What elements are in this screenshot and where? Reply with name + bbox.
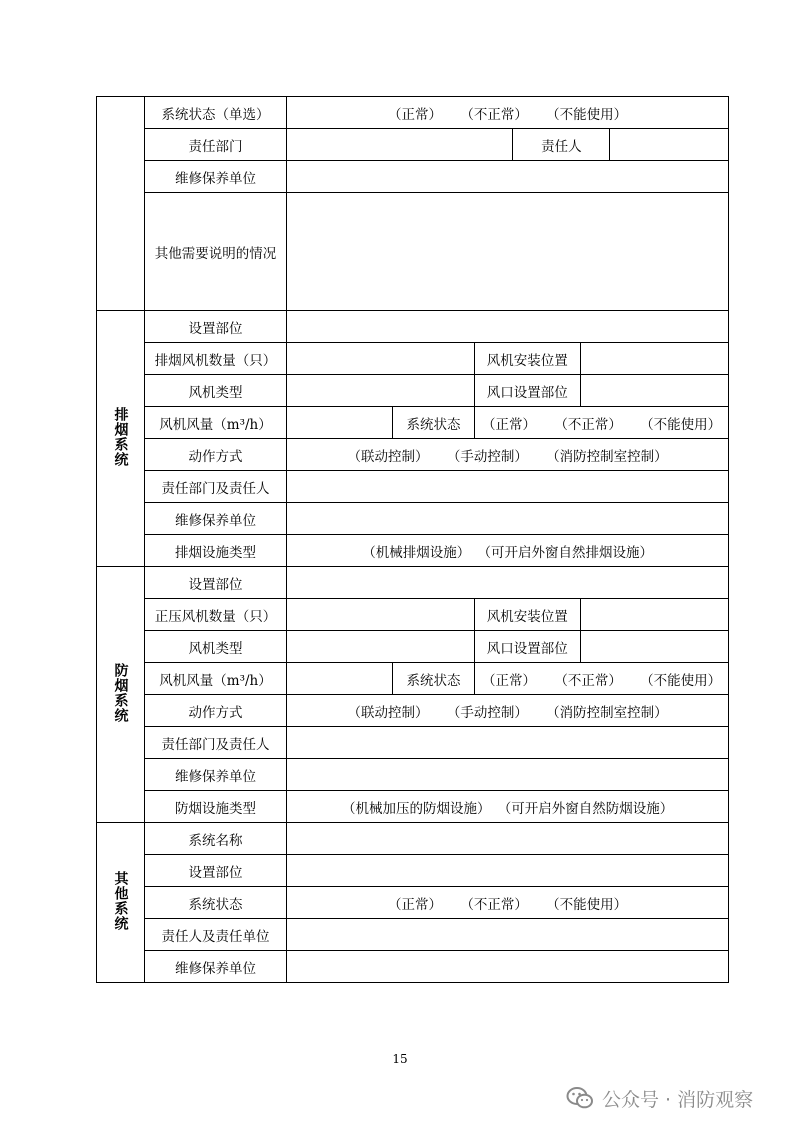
dept-person-field[interactable] <box>287 471 729 503</box>
option-normal[interactable]: （正常） <box>388 106 443 123</box>
option-normal[interactable]: （正常） <box>482 416 537 433</box>
option-control-room[interactable]: （消防控制室控制） <box>546 704 668 721</box>
maint-label: 维修保养单位 <box>145 161 287 193</box>
option-unusable[interactable]: （不能使用） <box>546 896 628 913</box>
location-field[interactable] <box>287 855 729 887</box>
option-abnormal[interactable]: （不正常） <box>460 896 528 913</box>
dept-person-field[interactable] <box>287 727 729 759</box>
location-field[interactable] <box>287 311 729 343</box>
facility-type-options <box>287 791 729 823</box>
other-notes-field[interactable] <box>287 193 729 311</box>
fan-install-label: 风机安装位置 <box>475 343 581 375</box>
fan-type-label: 风机类型 <box>145 375 287 407</box>
dept-person-label: 责任部门及责任人 <box>145 727 287 759</box>
action-options <box>287 439 729 471</box>
status-label: 系统状态 <box>393 663 475 695</box>
facility-type-label: 防烟设施类型 <box>145 791 287 823</box>
location-label: 设置部位 <box>145 311 287 343</box>
dept-label: 责任部门 <box>145 129 287 161</box>
fan-install-field[interactable] <box>580 343 729 375</box>
maint-label: 维修保养单位 <box>145 951 287 983</box>
option-abnormal[interactable]: （不正常） <box>554 672 622 689</box>
option-manual[interactable]: （手动控制） <box>446 704 528 721</box>
action-label: 动作方式 <box>145 695 287 727</box>
option-normal[interactable]: （正常） <box>482 672 537 689</box>
option-mechanical[interactable]: （机械加压的防烟设施） <box>341 800 491 817</box>
option-natural[interactable]: （可开启外窗自然排烟设施） <box>484 544 653 561</box>
fan-volume-field[interactable] <box>287 407 393 439</box>
action-label: 动作方式 <box>145 439 287 471</box>
section-title: 其他系统 <box>112 870 129 931</box>
person-field[interactable] <box>610 129 729 161</box>
option-linked[interactable]: （联动控制） <box>347 448 429 465</box>
vent-location-label: 风口设置部位 <box>475 375 581 407</box>
location-label: 设置部位 <box>145 567 287 599</box>
status-label: 系统状态 <box>393 407 475 439</box>
maint-field[interactable] <box>287 759 729 791</box>
watermark <box>566 1085 753 1111</box>
maint-label: 维修保养单位 <box>145 759 287 791</box>
fan-install-field[interactable] <box>580 599 729 631</box>
action-options <box>287 695 729 727</box>
fan-volume-label: 风机风量（m³/h） <box>145 407 287 439</box>
person-label: 责任人 <box>513 129 610 161</box>
dept-person-label: 责任部门及责任人 <box>145 471 287 503</box>
option-mechanical[interactable]: （机械排烟设施） <box>362 544 471 561</box>
person-unit-label: 责任人及责任单位 <box>145 919 287 951</box>
watermark-text: 公众号 · 消防观察 <box>602 1088 754 1111</box>
person-unit-field[interactable] <box>287 919 729 951</box>
wechat-icon <box>566 1086 594 1110</box>
status-options <box>287 97 729 129</box>
section-exhaust <box>97 311 145 567</box>
fan-count-field[interactable] <box>287 599 475 631</box>
status-label: 系统状态（单选） <box>145 97 287 129</box>
facility-type-label: 排烟设施类型 <box>145 535 287 567</box>
section-title: 防烟系统 <box>112 662 129 723</box>
fan-type-field[interactable] <box>287 375 475 407</box>
maint-field[interactable] <box>287 503 729 535</box>
fan-count-label: 正压风机数量（只） <box>145 599 287 631</box>
option-linked[interactable]: （联动控制） <box>347 704 429 721</box>
other-notes-label: 其他需要说明的情况 <box>145 193 287 311</box>
status-options <box>287 887 729 919</box>
option-unusable[interactable]: （不能使用） <box>546 106 628 123</box>
fan-count-field[interactable] <box>287 343 475 375</box>
section-cell-top <box>97 97 145 311</box>
facility-type-options <box>287 535 729 567</box>
status-options <box>475 407 729 439</box>
vent-location-label: 风口设置部位 <box>475 631 581 663</box>
option-control-room[interactable]: （消防控制室控制） <box>546 448 668 465</box>
location-label: 设置部位 <box>145 855 287 887</box>
section-pressurization <box>97 567 145 823</box>
option-normal[interactable]: （正常） <box>388 896 443 913</box>
dept-field[interactable] <box>287 129 513 161</box>
name-label: 系统名称 <box>145 823 287 855</box>
maint-field[interactable] <box>287 161 729 193</box>
section-other <box>97 823 145 983</box>
status-label: 系统状态 <box>145 887 287 919</box>
option-unusable[interactable]: （不能使用） <box>640 416 722 433</box>
option-abnormal[interactable]: （不正常） <box>460 106 528 123</box>
fire-system-form <box>96 96 729 983</box>
location-field[interactable] <box>287 567 729 599</box>
option-unusable[interactable]: （不能使用） <box>640 672 722 689</box>
fan-volume-field[interactable] <box>287 663 393 695</box>
maint-label: 维修保养单位 <box>145 503 287 535</box>
option-manual[interactable]: （手动控制） <box>446 448 528 465</box>
vent-location-field[interactable] <box>580 375 729 407</box>
fan-volume-label: 风机风量（m³/h） <box>145 663 287 695</box>
fan-type-field[interactable] <box>287 631 475 663</box>
page-number: 15 <box>392 1052 408 1066</box>
status-options <box>475 663 729 695</box>
name-field[interactable] <box>287 823 729 855</box>
option-abnormal[interactable]: （不正常） <box>554 416 622 433</box>
section-title: 排烟系统 <box>112 406 129 467</box>
fan-type-label: 风机类型 <box>145 631 287 663</box>
fan-install-label: 风机安装位置 <box>475 599 581 631</box>
option-natural[interactable]: （可开启外窗自然防烟设施） <box>504 800 674 817</box>
vent-location-field[interactable] <box>580 631 729 663</box>
maint-field[interactable] <box>287 951 729 983</box>
fan-count-label: 排烟风机数量（只） <box>145 343 287 375</box>
